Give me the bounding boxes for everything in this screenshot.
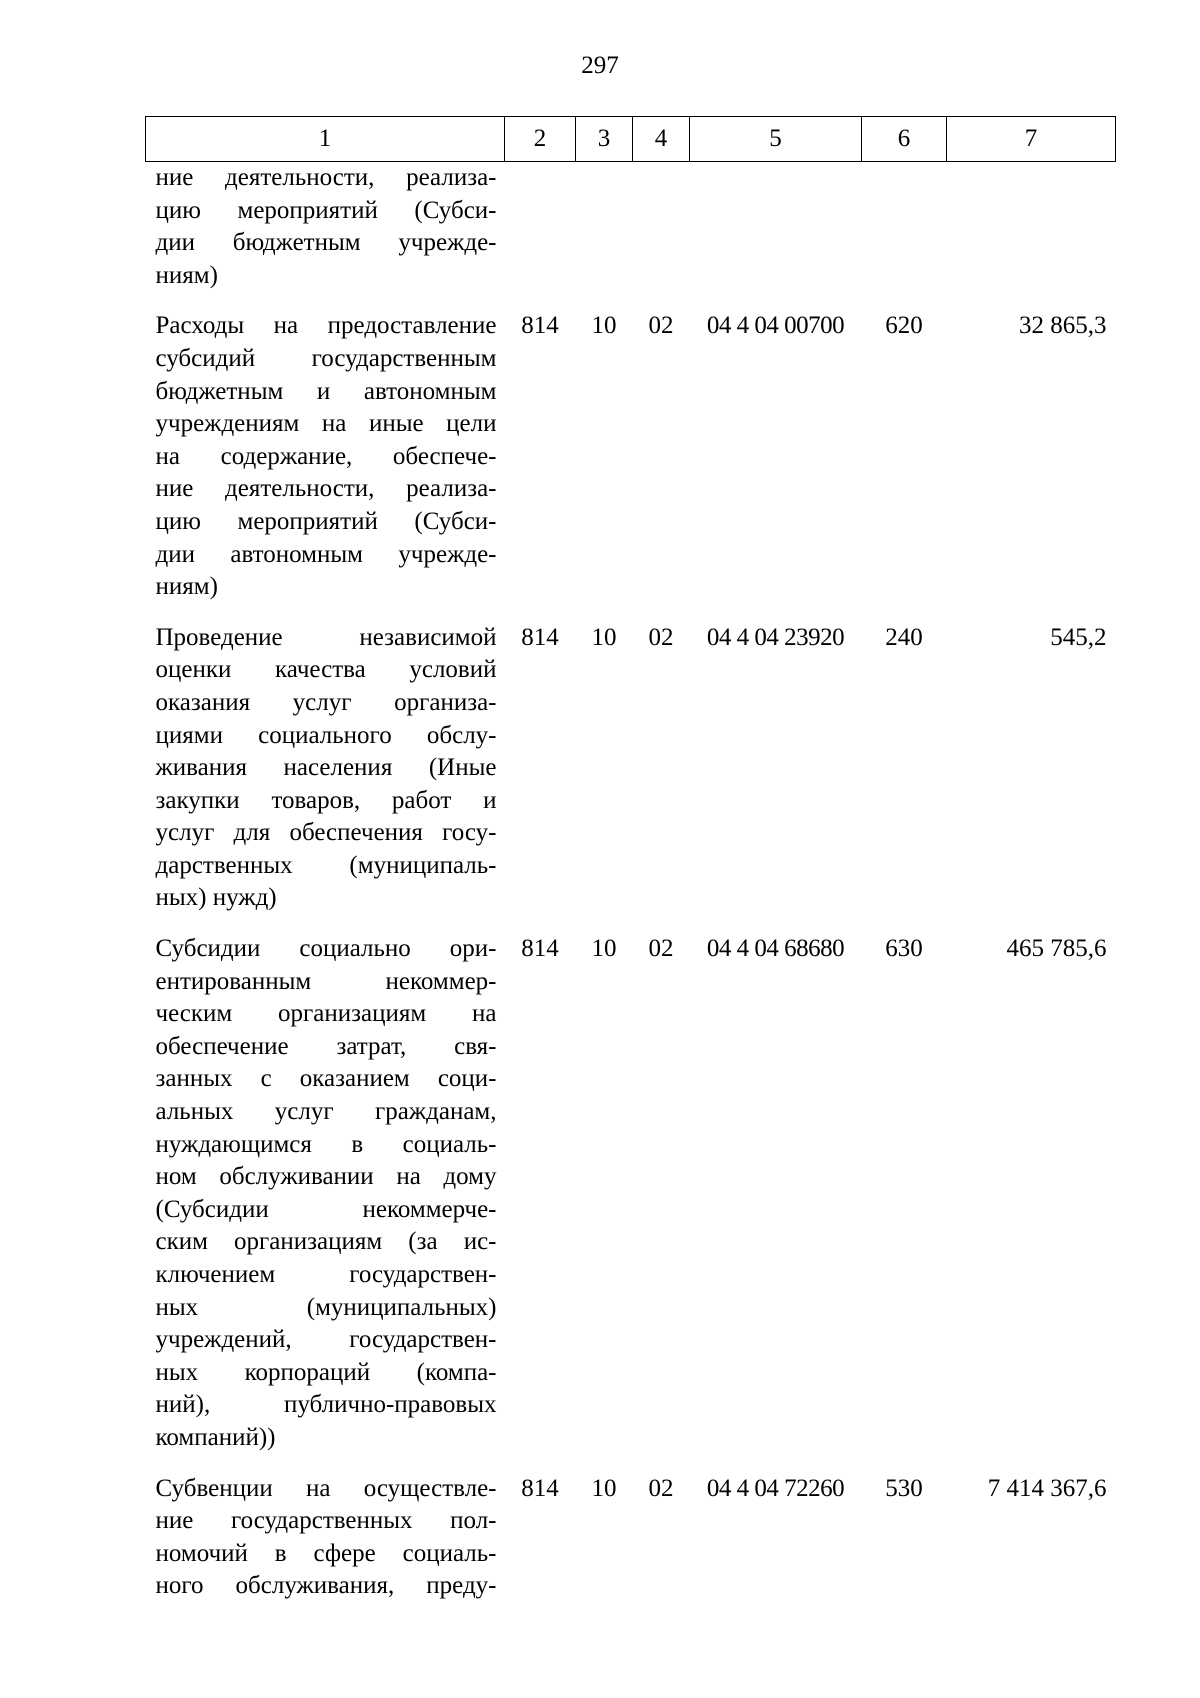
- description-line: дии бюджетным учрежде-: [155, 229, 497, 257]
- header-row: [146, 117, 1116, 162]
- cell-section: 10: [591, 623, 617, 651]
- description-line: услуг для обеспечения госу-: [155, 819, 497, 847]
- cell-target-article: 04 4 04 72260: [706, 1474, 845, 1502]
- cell-target-article: 04 4 04 68680: [706, 935, 845, 963]
- description-line: обеспечение затрат, свя-: [155, 1032, 497, 1060]
- table-row: [146, 1473, 1116, 1621]
- cell-grbs: 814: [521, 623, 559, 651]
- cell-expense-type: 620: [885, 312, 923, 340]
- budget-table: [145, 116, 1116, 1621]
- cell-expense-type: 240: [885, 623, 923, 651]
- cell-amount: 545,2: [1050, 623, 1107, 651]
- cell-subsection: 02: [648, 312, 674, 340]
- header-col-6: 6: [862, 117, 947, 162]
- description-line: циями социального обслу-: [155, 721, 497, 749]
- description-line: ключением государствен-: [155, 1261, 497, 1288]
- cell-amount: [947, 162, 1116, 311]
- description-line: Проведение независимой: [155, 623, 497, 651]
- header-col-5: 5: [690, 117, 862, 162]
- description-line: ниям): [155, 261, 218, 289]
- description-line: ским организациям (за ис-: [155, 1228, 497, 1256]
- description-line: закупки товаров, работ и: [155, 786, 497, 814]
- description-line: ний), публично-правовых: [155, 1391, 497, 1419]
- description-line: дарственных (муниципаль-: [155, 851, 497, 879]
- description-line: номочий в сфере социаль-: [155, 1539, 497, 1567]
- description-line: дии автономным учрежде-: [155, 540, 497, 568]
- cell-description: [146, 933, 505, 1473]
- page-number: 297: [581, 52, 619, 79]
- cell-target-article: 04 4 04 23920: [706, 623, 845, 651]
- table-body: [146, 162, 1116, 1621]
- description-line: оценки качества условий: [155, 656, 497, 684]
- description-line: альных услуг гражданам,: [155, 1098, 497, 1126]
- cell-description: [146, 162, 505, 311]
- header-col-2: 2: [505, 117, 576, 162]
- cell-grbs: 814: [521, 312, 559, 340]
- table-row: [146, 162, 1116, 311]
- cell-grbs: 814: [521, 1474, 559, 1502]
- description-line: ческим организациям на: [155, 1000, 497, 1028]
- cell-target-article: [690, 162, 862, 311]
- description-line: ниям): [155, 573, 218, 601]
- header-col-3: 3: [576, 117, 633, 162]
- description-line: нуждающимся в социаль-: [155, 1130, 497, 1158]
- table-header: [146, 117, 1116, 162]
- description-line: Расходы на предоставление: [155, 312, 497, 340]
- description-line: занных с оказанием соци-: [155, 1065, 497, 1093]
- description-line: учреждениям на иные цели: [155, 410, 497, 438]
- description-line: ние деятельности, реализа-: [155, 164, 497, 191]
- cell-subsection: 02: [648, 1474, 674, 1502]
- table-row: [146, 310, 1116, 621]
- description-line: субсидий государственным: [155, 344, 497, 372]
- cell-section: [576, 162, 633, 311]
- cell-expense-type: 630: [885, 935, 923, 963]
- description-line: цию мероприятий (Субси-: [155, 507, 497, 535]
- cell-expense-type: [862, 162, 947, 311]
- cell-amount: 32 865,3: [1019, 312, 1107, 340]
- cell-grbs: [505, 162, 576, 311]
- cell-amount: 7 414 367,6: [987, 1474, 1107, 1502]
- description-line: ных корпораций (компа-: [155, 1358, 497, 1386]
- description-line: ние деятельности, реализа-: [155, 475, 497, 503]
- description-line: оказания услуг организа-: [155, 688, 497, 716]
- description-line: компаний)): [155, 1423, 276, 1451]
- cell-subsection: [633, 162, 690, 311]
- cell-subsection: 02: [648, 935, 674, 963]
- cell-target-article: 04 4 04 00700: [706, 312, 845, 340]
- header-col-4: 4: [633, 117, 690, 162]
- description-line: (Субсидии некоммерче-: [155, 1195, 497, 1223]
- table-row: [146, 622, 1116, 933]
- cell-grbs: 814: [521, 935, 559, 963]
- cell-description: [146, 622, 505, 933]
- cell-expense-type: 530: [885, 1474, 923, 1502]
- cell-amount: 465 785,6: [1006, 935, 1107, 963]
- header-col-7: 7: [947, 117, 1116, 162]
- description-line: на содержание, обеспече-: [155, 442, 497, 470]
- description-line: Субсидии социально ори-: [155, 935, 497, 963]
- cell-description: [146, 1473, 505, 1621]
- description-line: ние государственных пол-: [155, 1507, 497, 1535]
- description-line: ентированным некоммер-: [155, 967, 497, 995]
- cell-section: 10: [591, 1474, 617, 1502]
- description-line: цию мероприятий (Субси-: [155, 196, 497, 224]
- description-line: ном обслуживании на дому: [155, 1163, 497, 1191]
- description-line: ных) нужд): [155, 884, 277, 912]
- header-col-1: 1: [146, 117, 505, 162]
- description-line: живания населения (Иные: [155, 754, 497, 782]
- description-line: ного обслуживания, преду-: [155, 1572, 497, 1600]
- description-line: бюджетным и автономным: [155, 377, 497, 405]
- description-line: ных (муниципальных): [155, 1293, 497, 1321]
- description-line: Субвенции на осуществле-: [155, 1474, 497, 1502]
- table-row: [146, 933, 1116, 1473]
- cell-section: 10: [591, 312, 617, 340]
- cell-section: 10: [591, 935, 617, 963]
- cell-subsection: 02: [648, 623, 674, 651]
- description-line: учреждений, государствен-: [155, 1326, 497, 1354]
- cell-description: [146, 310, 505, 621]
